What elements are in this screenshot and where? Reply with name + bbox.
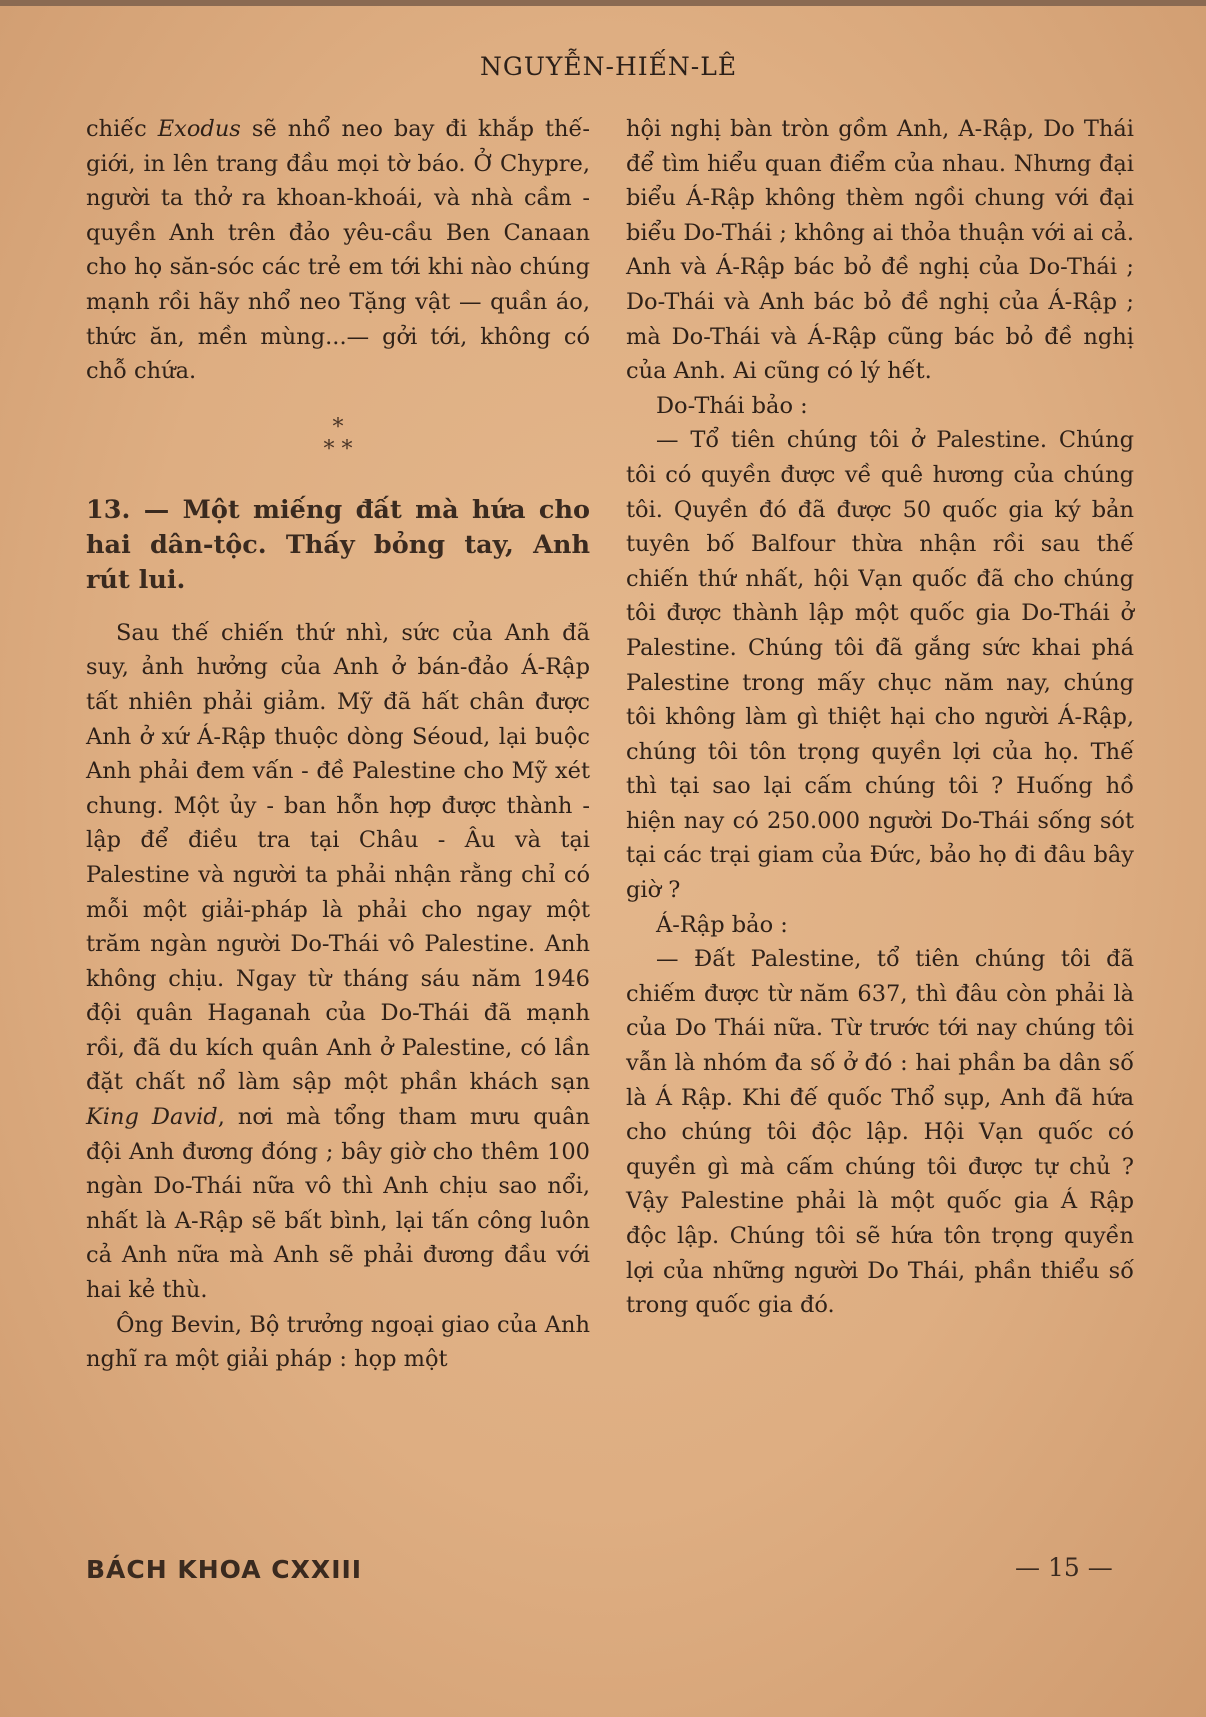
text-span: chiếc xyxy=(86,116,158,142)
separator-stars-bottom: * * xyxy=(323,436,353,462)
left-paragraph-3: Ông Bevin, Bộ trưởng ngoại giao của Anh nghĩ ra một giải pháp : họp một xyxy=(86,1311,590,1373)
speaker-a-rap: Á-Rập bảo : xyxy=(656,911,788,938)
separator-star-top: * xyxy=(332,414,344,440)
text-span: Sau thế chiến thứ nhì, sức của Anh đã suy, ảnh hưởng của Anh ở bán-đảo Á-Rập tất nhiên phải giảm. Mỹ đã hất chân được Anh ở xứ Á-Rập thuộc dòng Séoud, lại buộc Anh phải đem vấn - đề Palestine cho Mỹ xét chung. Một ủy - ban hỗn hợp được thành - lập để điều tra tại Châu - Âu và tại Palestine và người ta phải nhận rằng chỉ có mỗi một giải-pháp là phải cho ngay một trăm ngàn người Do-Thái vô Palestine. Anh không chịu. Ngay từ tháng sáu năm 1946 đội quân Haganah của Do-Thái đã mạnh rồi, đã du kích quân Anh ở Palestine, có lần đặt chất nổ làm sập một phần khách sạn xyxy=(86,619,590,1096)
left-paragraph-2 xyxy=(86,616,590,1308)
left-column xyxy=(86,112,590,1377)
right-column xyxy=(626,112,1134,1323)
journal-footer: BÁCH KHOA CXXIII xyxy=(86,1555,363,1584)
section-heading: 13. — Một miếng đất mà hứa cho hai dân-tộc. Thấy bỏng tay, Anh rút lui. xyxy=(86,494,590,595)
text-span: sẽ nhổ neo bay đi khắp thế-giới, in lên trang đầu mọi tờ báo. Ở Chypre, người ta thở ra khoan-khoái, và nhà cầm - quyền Anh trên đảo yêu-cầu Ben Canaan cho họ săn-sóc các trẻ em tới khi nào chúng mạnh rồi hãy nhổ neo Tặng vật — quần áo, thức ăn, mền mùng...— gởi tới, không có chỗ chứa. xyxy=(86,116,590,385)
hotel-name-italic: King David xyxy=(86,1104,218,1131)
ship-name-italic: Exodus xyxy=(157,116,241,142)
right-paragraph-2: — Tổ tiên chúng tôi ở Palestine. Chúng tôi có quyền được về quê hương của chúng tôi. Quyền đó đã được 50 quốc gia ký bản tuyên bố Balfour thừa nhận rồi sau thế chiến thứ nhất, hội Vạn quốc đã cho chúng tôi được thành lập một quốc gia Do-Thái ở Palestine. Chúng tôi đã gắng sức khai phá Palestine trong mấy chục năm nay, chúng tôi không làm gì thiệt hại cho người Á-Rập, chúng tôi tôn trọng quyền lợi của họ. Thế thì tại sao lại cấm chúng tôi ? Huống hồ hiện nay có 250.000 người Do-Thái sống sót tại các trại giam của Đức, bảo họ đi đâu bây giờ ? xyxy=(626,427,1134,904)
section-separator xyxy=(86,414,590,462)
page-header: NGUYỄN-HIẾN-LÊ xyxy=(480,52,738,81)
text-span: , nơi mà tổng tham mưu quân đội Anh đương đóng ; bây giờ cho thêm 100 ngàn Do-Thái nữa vô thì Anh chịu sao nổi, nhất là A-Rập sẽ bất bình, lại tấn công luôn cả Anh nữa mà Anh sẽ phải đương đầu với hai kẻ thù. xyxy=(86,1104,590,1304)
right-paragraph-1: hội nghị bàn tròn gồm Anh, A-Rập, Do Thái để tìm hiểu quan điểm của nhau. Nhưng đại biểu Á-Rập không thèm ngồi chung với đại biểu Do-Thái ; không ai thỏa thuận với ai cả. Anh và Á-Rập bác bỏ đề nghị của Do-Thái ; Do-Thái và Anh bác bỏ đề nghị của Á-Rập ; mà Do-Thái và Á-Rập cũng bác bỏ đề nghị của Anh. Ai cũng có lý hết. xyxy=(626,116,1134,385)
left-paragraph-1 xyxy=(86,112,590,389)
page-number: — 15 — xyxy=(1015,1553,1113,1582)
speaker-do-thai: Do-Thái bảo : xyxy=(656,392,808,419)
right-paragraph-3: — Đất Palestine, tổ tiên chúng tôi đã chiếm được từ năm 637, thì đâu còn phải là của Do Thái nữa. Từ trước tới nay chúng tôi vẫn là nhóm đa số ở đó : hai phần ba dân số là Á Rập. Khi đế quốc Thổ sụp, Anh đã hứa cho chúng tôi độc lập. Hội Vạn quốc có quyền gì mà cấm chúng tôi được tự chủ ? Vậy Palestine phải là một quốc gia Á Rập độc lập. Chúng tôi sẽ hứa tôn trọng quyền lợi của những người Do Thái, phần thiểu số trong quốc gia đó. xyxy=(626,946,1134,1319)
